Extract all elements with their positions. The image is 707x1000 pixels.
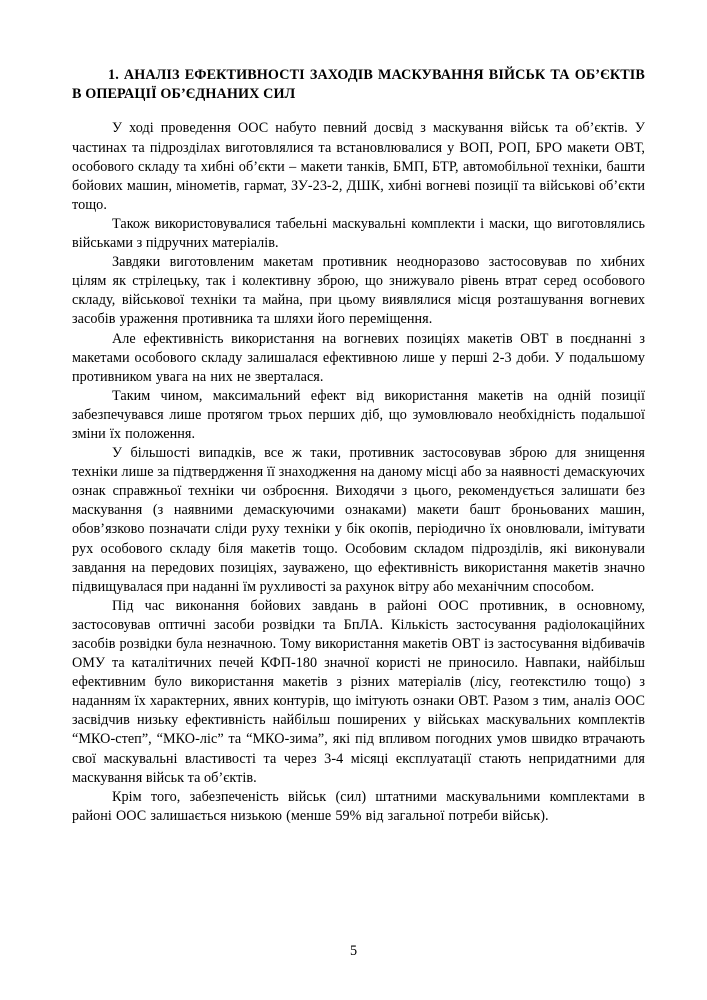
paragraph-3: Завдяки виготовленим макетам противник неодноразово застосовував по хибних цілям як стрілецьку, так і колективну зброю, що знижувало рівень втрат серед особового складу, військової техніки та майна, при цьому виявлялися місця розташування вогневих засобів ураження противника та шляхи його переміщення. <box>72 254 645 328</box>
page-title: 1. АНАЛІЗ ЕФЕКТИВНОСТІ ЗАХОДІВ МАСКУВАННЯ ВІЙСЬК ТА ОБ’ЄКТІВ В ОПЕРАЦІЇ ОБ’ЄДНАНИХ СИЛ <box>72 67 645 102</box>
paragraph-7: Під час виконання бойових завдань в районі ООС противник, в основному, застосовував оптичні засоби розвідки та БпЛА. Кількість застосування радіолокаційних засобів розвідки була незначною. Тому використання макетів ОВТ із застосування відбивачів ОМУ та каталітичних печей КФП-180 значної користі не приносило. Навпаки, найбільш ефективним було використання макетів з різних матеріалів (лісу, геотекстилю тощо) з наданням їх характерних, явних контурів, що імітують ознаки ОВТ. Разом з тим, аналіз ООС засвідчив низьку ефективність найбільш поширених у військах маскувальних комплектів “МКО-степ”, “МКО-ліс” та “МКО-зима”, які під впливом погодних умов швидко втрачають свої маскувальні властивості та через 3-4 місяці експлуатації стають непридатними для маскування військ та об’єктів. <box>72 597 645 786</box>
paragraph-6: У більшості випадків, все ж таки, противник застосовував зброю для знищення техніки лише за підтвердження її знаходження на даному місці або за наявності демаскуючих ознак справжньої техніки чи озброєння. Виходячи з цього, рекомендується залишати без маскування (з наявними демаскуючими ознаками) макети башт броньованих машин, обов’язково позначати сліди руху техніки у бік окопів, періодично їх оновлювали, імітувати рух особового складу біля макетів тощо. Особовим складом підрозділів, які виконували завдання на передових позиціях, зауважено, що ефективність використання макетів значно підвищувалася при наданні їм рухливості за рахунок вітру або механічним способом. <box>72 445 645 595</box>
paragraph-5: Таким чином, максимальний ефект від використання макетів на одній позиції забезпечувався лише протягом трьох перших діб, що зумовлювало необхідність подальшої зміни їх положення. <box>72 387 645 442</box>
paragraph-2: Також використовувалися табельні маскувальні комплекти і маски, що виготовлялись військами з підручних матеріалів. <box>72 215 645 252</box>
paragraph-4: Але ефективність використання на вогневих позиціях макетів ОВТ в поєднанні з макетами особового складу залишалася ефективною лише у перші 2-3 доби. У подальшому противником увага на них не зверталася. <box>72 330 645 385</box>
paragraph-1: У ході проведення ООС набуто певний досвід з маскування військ та об’єктів. У частинах та підрозділах виготовлялися та встановлювалися у ВОП, РОП, БРО макети ОВТ, особового складу та хибні об’єкти – макети танків, БМП, БТР, автомобільної техніки, башти бойових машин, мінометів, гармат, ЗУ-23-2, ДШК, хибні вогневі позиції та військові об’єкти тощо. <box>72 120 645 213</box>
paragraph-8: Крім того, забезпеченість військ (сил) штатними маскувальними комплектами в районі ООС залишається низькою (менше 59% від загальної потреби військ). <box>72 788 645 824</box>
page-number: 5 <box>349 943 358 959</box>
